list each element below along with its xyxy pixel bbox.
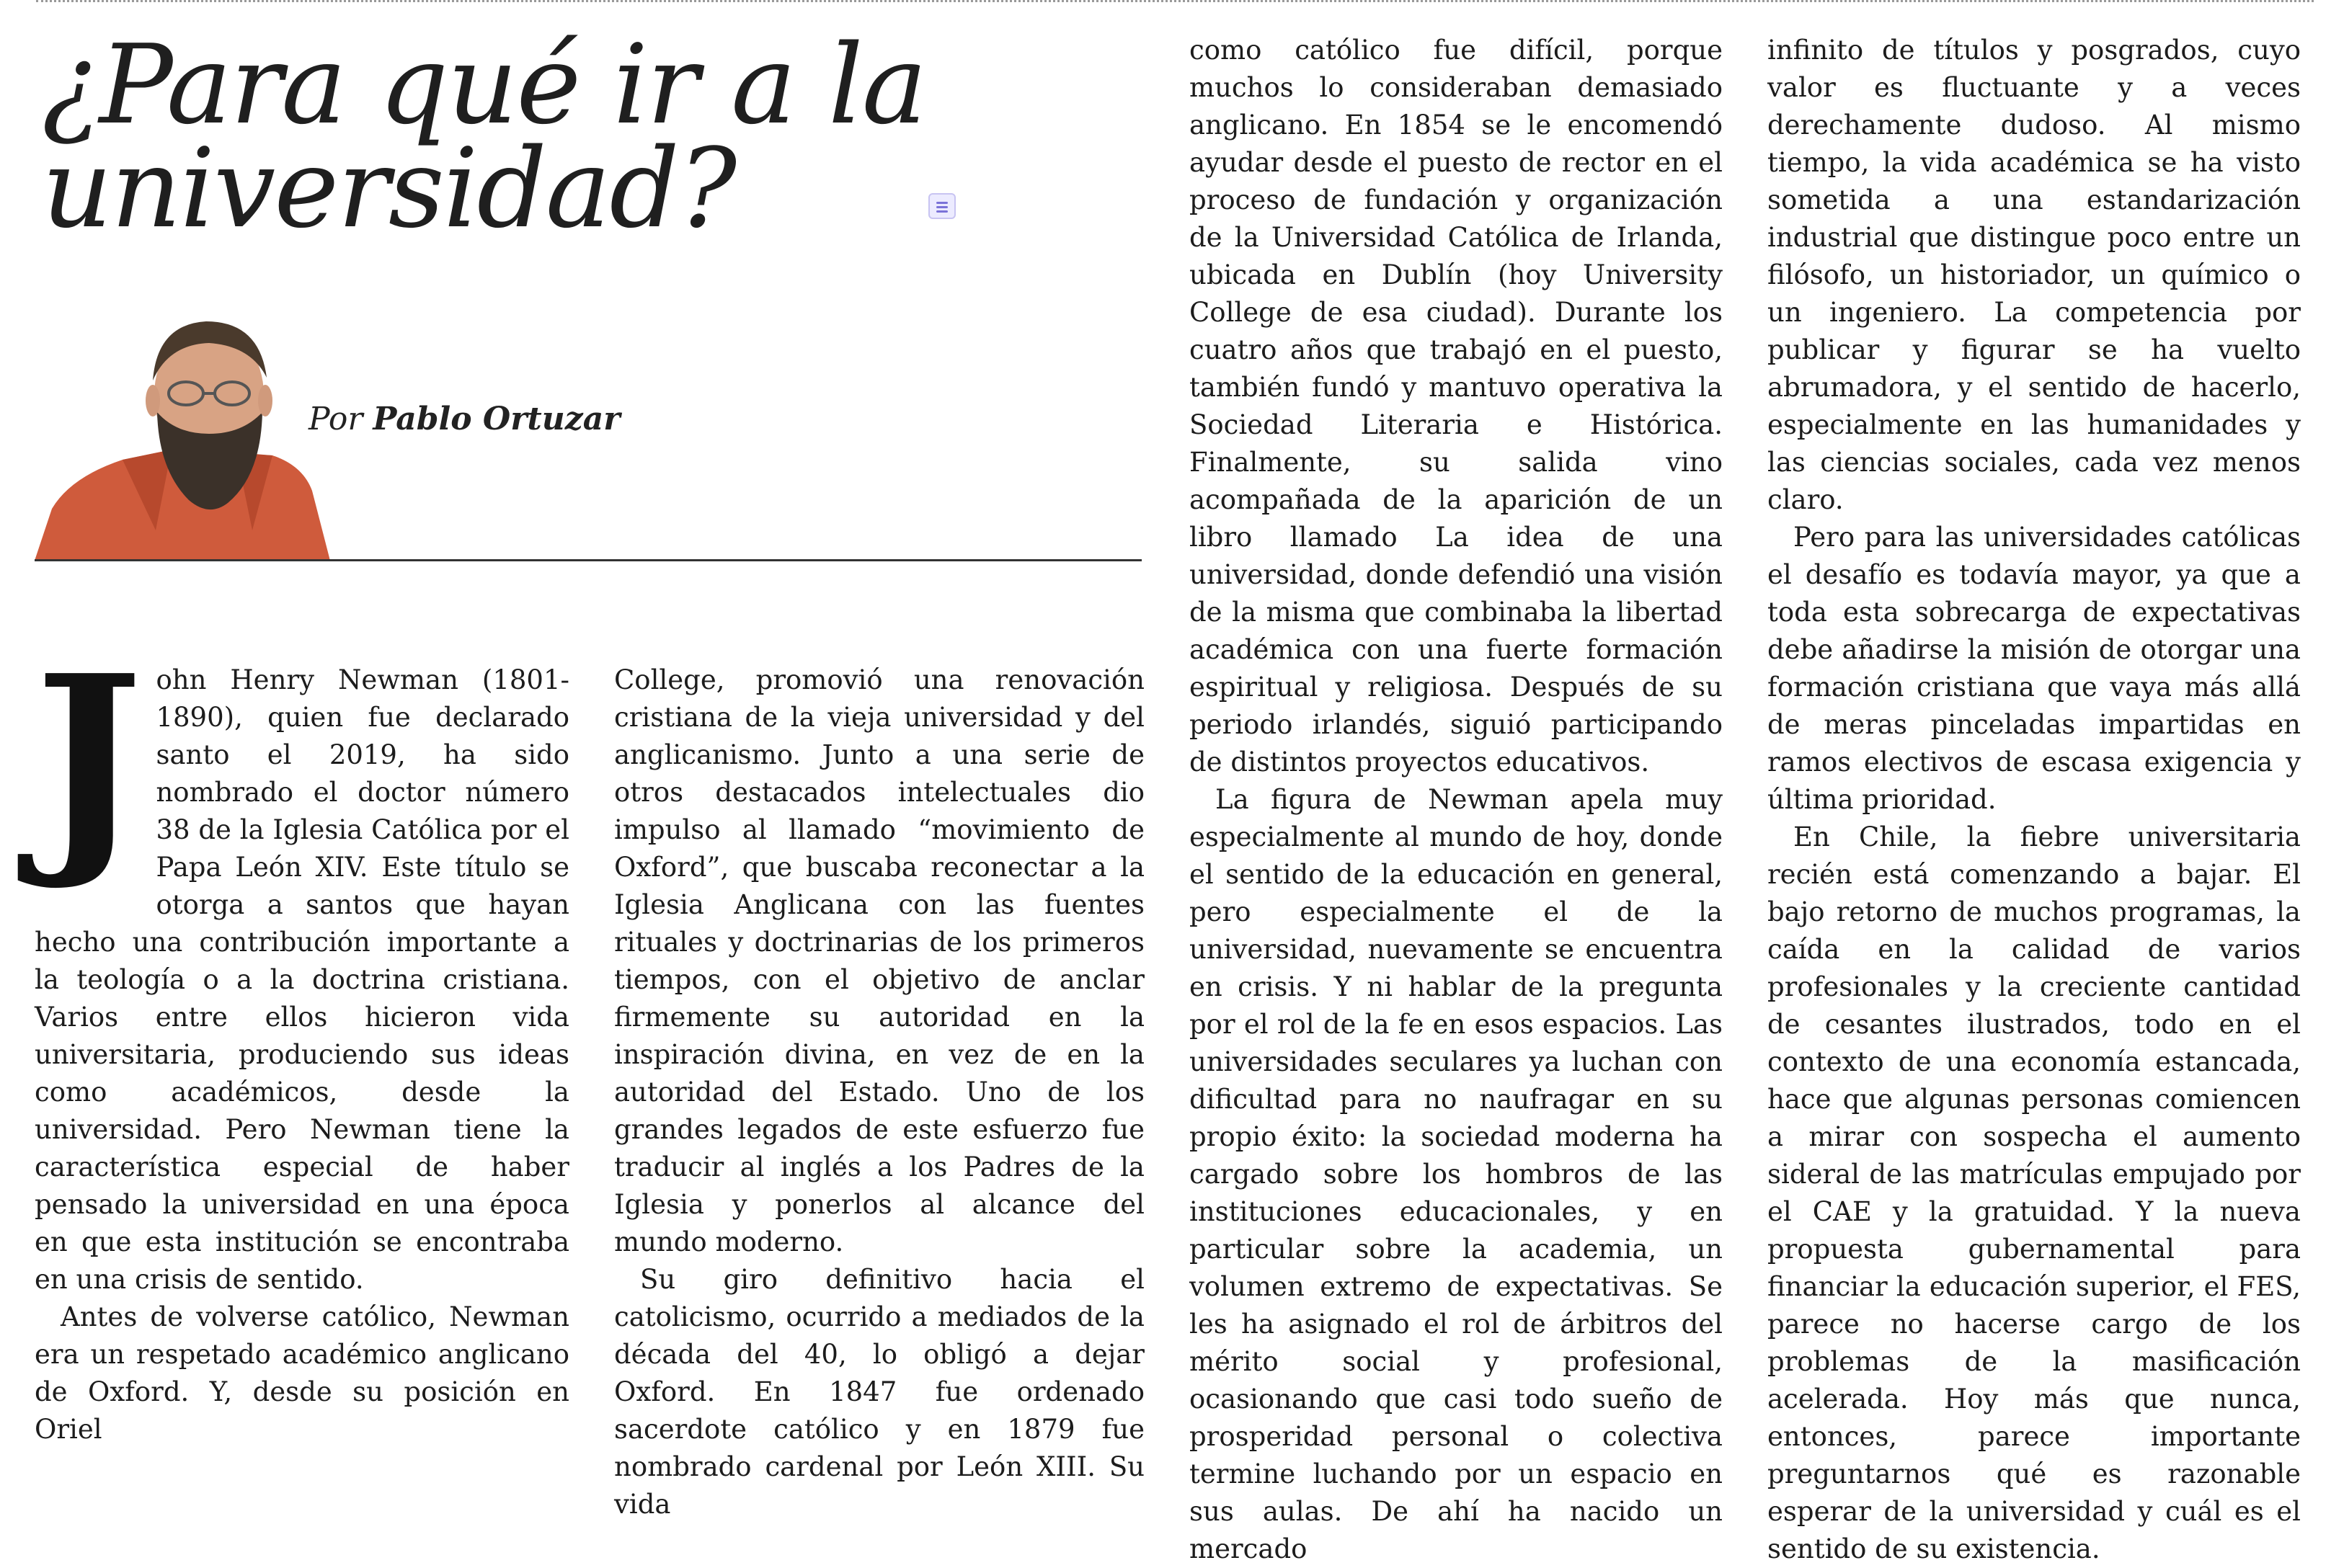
article-column-3 — [1189, 32, 1723, 1568]
paragraph: En Chile, la fiebre universitaria recién está comenzando a bajar. El bajo retorno de muchos programas, la caída en la calidad de varios profesionales y la creciente cantidad de cesantes ilustrados, todo en el contexto de una economía estancada, hace que algunas personas comiencen a mirar con sospecha el aumento sideral de las matrículas empujado por el CAE y la gratuidad. Y la nueva propuesta gubernamental para financiar la educación superior, el FES, parece no hacerse cargo de los problemas de la masificación acelerada. Hoy más que nunca, entonces, parece importante preguntarnos qué es razonable esperar de la universidad y cuál es el sentido de su existencia. — [1767, 821, 2301, 1564]
paragraph: Su giro definitivo hacia el catolicismo, ocurrido a mediados de la década del 40, lo obligó a dejar Oxford. En 1847 fue ordenado sacerdote católico y en 1879 fue nombrado cardenal por León XIII. Su vida — [614, 1264, 1145, 1520]
author-portrait-icon — [35, 293, 352, 561]
drop-cap: J — [35, 625, 143, 894]
article-title: ¿Para qué ir a la universidad? — [42, 21, 926, 252]
article-column-1 — [35, 625, 569, 1448]
byline — [308, 401, 620, 437]
byline-prefix: Por — [308, 401, 363, 437]
paragraph: La figura de Newman apela muy especialmente al mundo de hoy, donde el sentido de la educación en general, pero especialmente el de la universidad, nuevamente se encuentra en crisis. Y ni hablar de la pregunta por el rol de la fe en esos espacios. Las universidades seculares ya luchan con dificultad para no naufragar en su propio éxito: la sociedad moderna ha cargado sobre los hombros de las instituciones educacionales, y en particular sobre la academia, un volumen extremo de expectativas. Se les ha asignado el rol de árbitros del mérito social y profesional, ocasionando que casi todo sueño de prosperidad personal o colectiva termine luchando por un espacio en sus aulas. De ahí ha nacido un mercado — [1189, 784, 1723, 1564]
article-column-2 — [614, 662, 1145, 1523]
header-divider — [35, 559, 1142, 561]
paragraph: infinito de títulos y posgrados, cuyo valor es fluctuante y a veces derechamente dudoso. Al mismo tiempo, la vida académica se ha visto sometida a una estandarización industrial que distingue poco entre un filósofo, un historiador, un químico o un ingeniero. La competencia por publicar y figurar se ha vuelto abrumadora, y el sentido de hacerlo, especialmente en las humanidades y las ciencias sociales, cada vez menos claro. — [1767, 35, 2301, 515]
author-name: Pablo Ortuzar — [373, 401, 621, 437]
paragraph: Pero para las universidades católicas el desafío es todavía mayor, ya que a toda esta sobrecarga de expectativas debe añadirse la misión de otorgar una formación cristiana que vaya más allá de meras pinceladas impartidas en ramos electivos de escasa exigencia y última prioridad. — [1767, 522, 2301, 815]
paragraph: Antes de volverse católico, Newman era un respetado académico anglicano de Oxford. Y, desde su posición en Oriel — [35, 1301, 569, 1445]
paragraph — [35, 625, 569, 1298]
note-icon[interactable] — [928, 193, 956, 219]
paragraph: College, promovió una renovación cristiana de la vieja universidad y del anglicanismo. Junto a una serie de otros destacados intelectuales dio impulso al llamado “movimiento de Oxford”, que buscaba reconectar a la Iglesia Anglicana con las fuentes rituales y doctrinarias de los primeros tiempos, con el objetivo de anclar firmemente su autoridad en la inspiración divina, en vez de en la autoridad del Estado. Uno de los grandes legados de este esfuerzo fue traducir al inglés a los Padres de la Iglesia y ponerlos al alcance del mundo moderno. — [614, 664, 1145, 1257]
article-column-4 — [1767, 32, 2301, 1568]
paragraph-text: ohn Henry Newman (1801-1890), quien fue declarado santo el 2019, ha sido nombrado el doctor número 38 de la Iglesia Católica por el Papa León XIV. Este título se otorga a santos que hayan hecho una contribución importante a la teología o a la doctrina cristiana. Varios entre ellos hicieron vida universitaria, produciendo sus ideas como académicos, desde la universidad. Pero Newman tiene la característica especial de haber pensado la universidad en una época en que esta institución se encontraba en una crisis de sentido. — [35, 664, 569, 1295]
paragraph: como católico fue difícil, porque muchos lo consideraban demasiado anglicano. En 1854 se le encomendó ayudar desde el puesto de rector en el proceso de fundación y organización de la Universidad Católica de Irlanda, ubicada en Dublín (hoy University College de esa ciudad). Durante los cuatro años que trabajó en el puesto, también fundó y mantuvo operativa la Sociedad Literaria e Histórica. Finalmente, su salida vino acompañada de la aparición de un libro llamado La idea de una universidad, donde defendió una visión de la misma que combinaba la libertad académica con una fuerte formación espiritual y religiosa. Después de su periodo irlandés, siguió participando de distintos proyectos educativos. — [1189, 35, 1723, 778]
top-dotted-rule — [36, 0, 2314, 5]
